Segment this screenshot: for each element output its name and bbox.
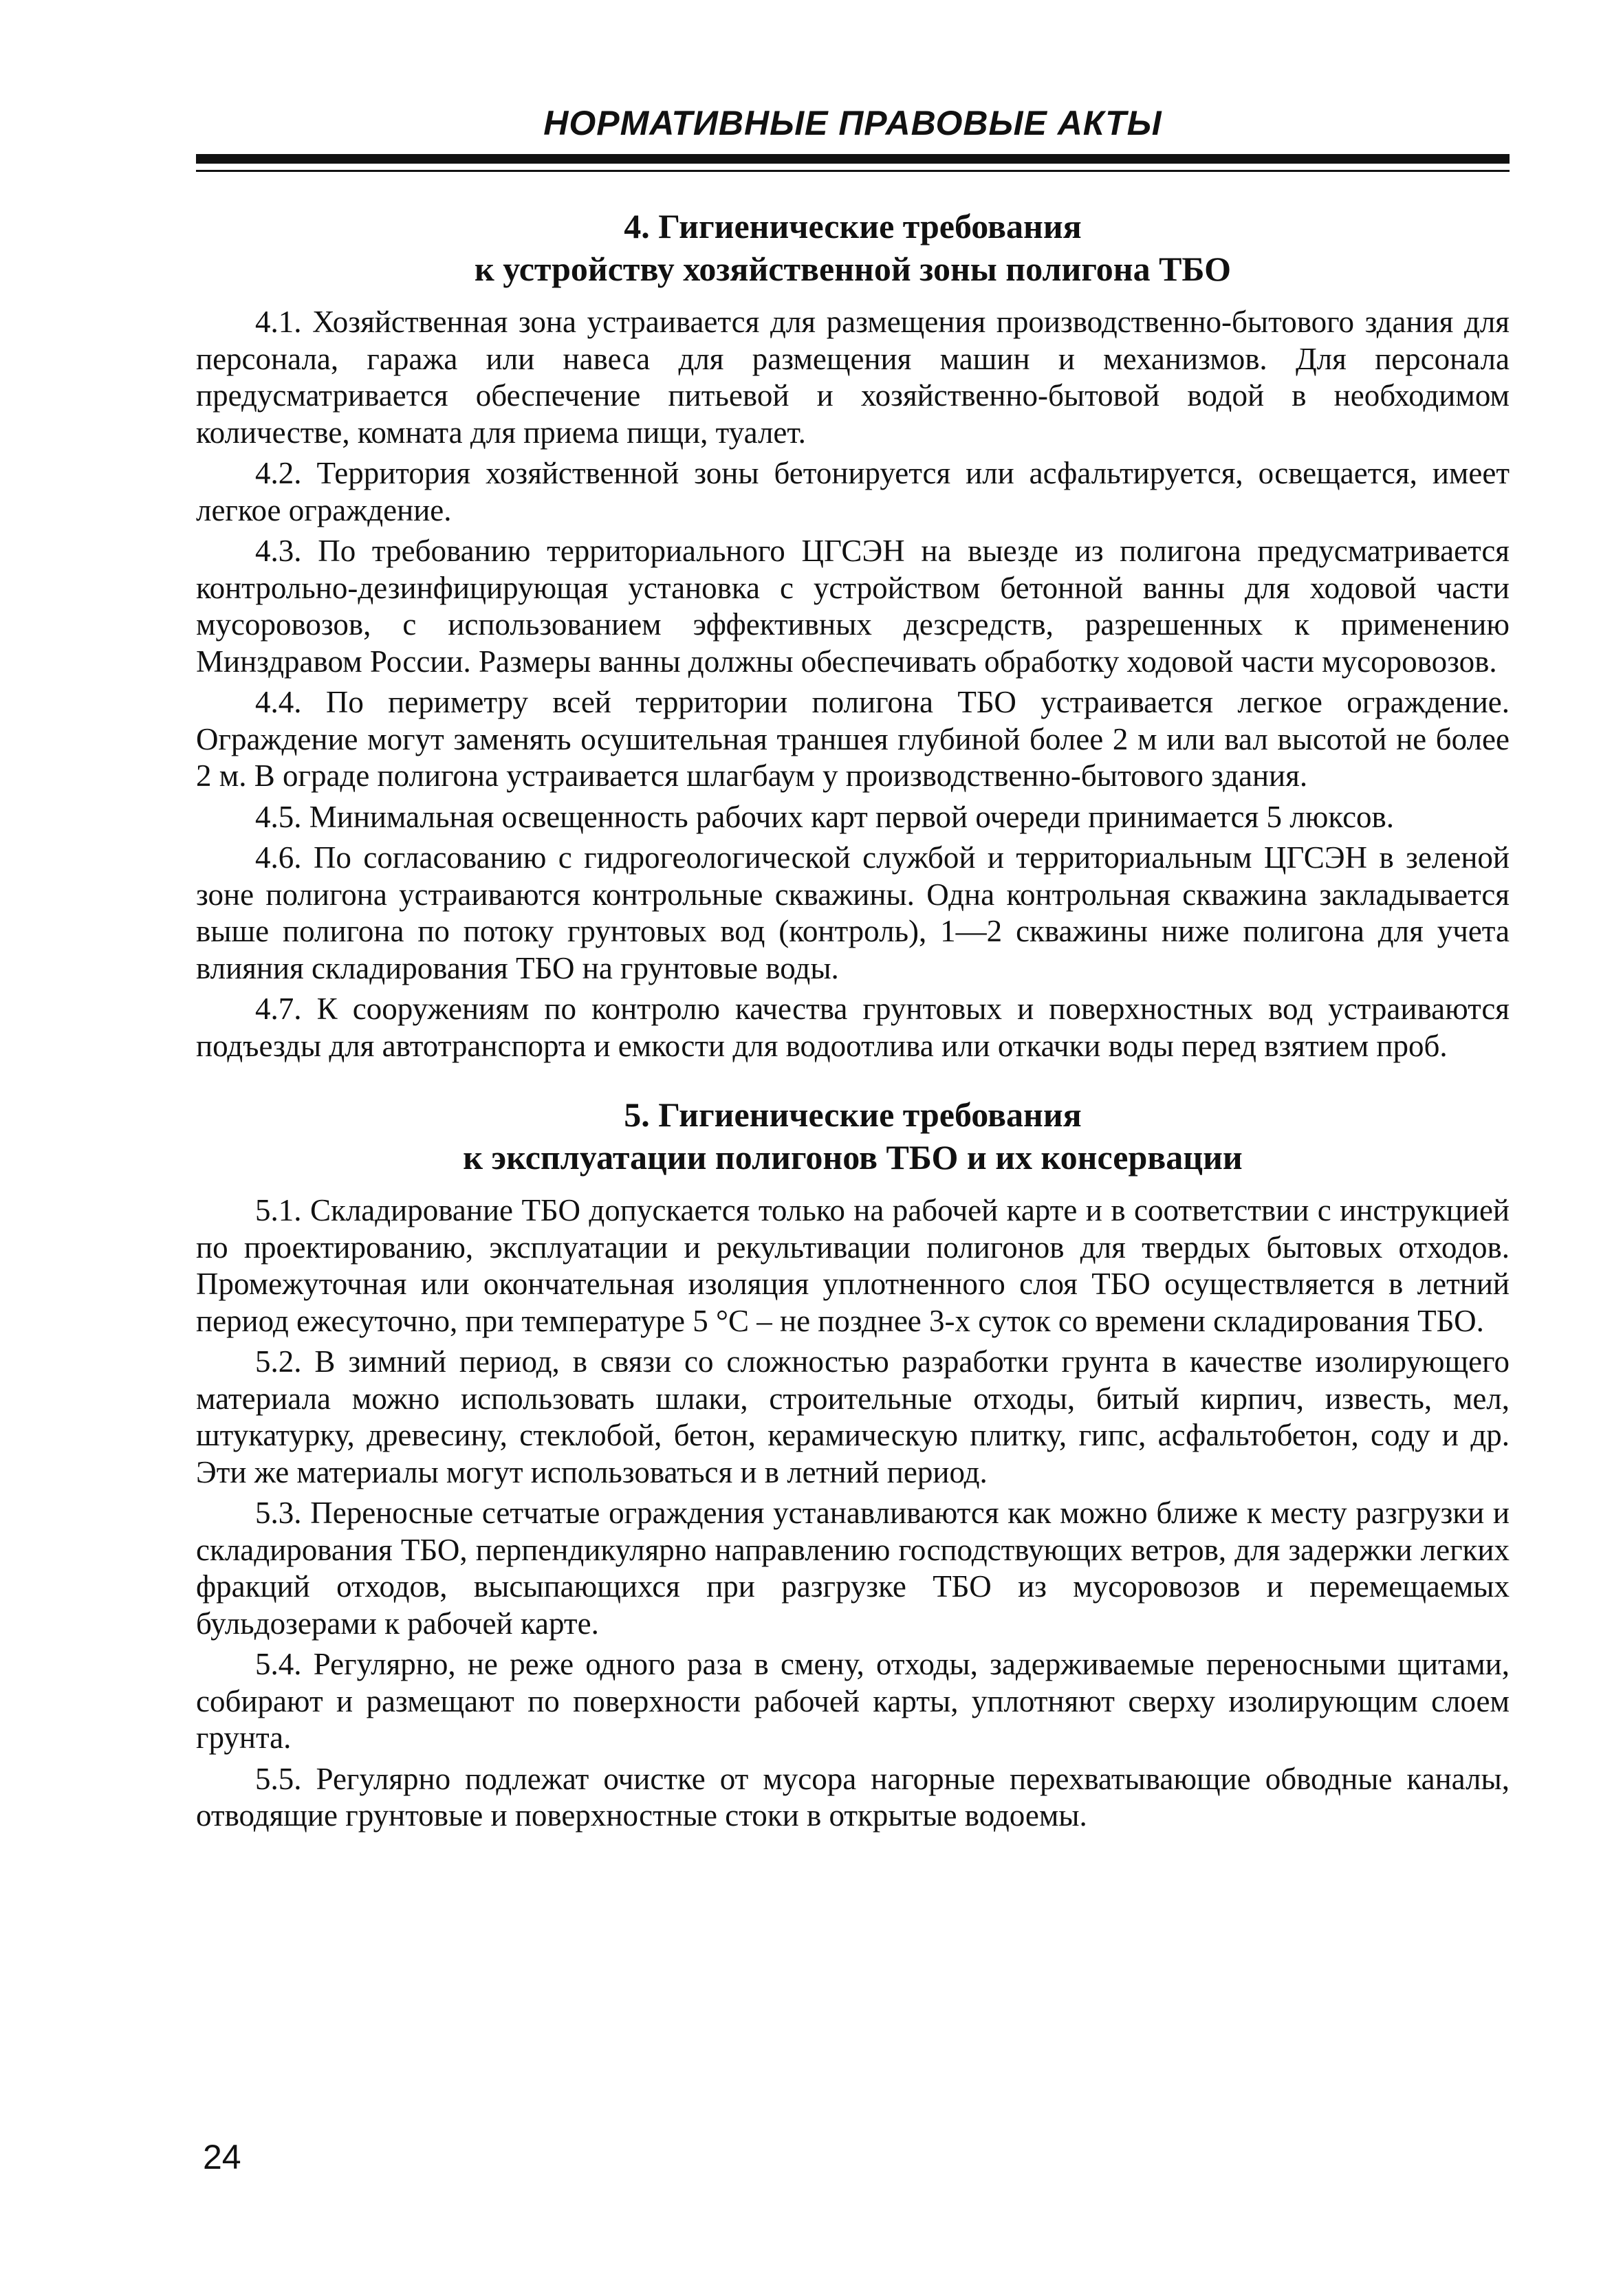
paragraph-4-2: 4.2. Территория хозяйственной зоны бетонируется или асфальтируется, освещается, имеет легкое ограждение. (196, 456, 1510, 527)
section-4-title-line2: к устройству хозяйственной зоны полигона ТБО (474, 250, 1232, 288)
paragraph-5-3: 5.3. Переносные сетчатые ограждения устанавливаются как можно ближе к месту разгрузки и складирования ТБО, перпендикулярно направлению господствующих ветров, для задержки легких фракций отходов, высыпающихся при разгрузке ТБО из мусоровозов и перемещаемых бульдозерами к рабочей карте. (196, 1496, 1510, 1641)
paragraph-4-3: 4.3. По требованию территориального ЦГСЭН на выезде из полигона предусматривается контрольно-дезинфицирующая установка с устройством бетонной ванны для ходовой части мусоровозов, с использованием эффективных дезсредств, разрешенных к применению Минздравом России. Размеры ванны должны обеспечивать обработку ходовой части мусоровозов. (196, 534, 1510, 679)
section-4-title-line1: 4. Гигиенические требования (624, 207, 1082, 245)
section-5-title (196, 1093, 1510, 1179)
paragraph-4-7: 4.7. К сооружениям по контролю качества грунтовых и поверхностных вод устраиваются подъезды для автотранспорта и емкости для водоотлива или откачки воды перед взятием проб. (196, 992, 1510, 1063)
page-number: 24 (203, 2138, 241, 2176)
paragraph-5-5: 5.5. Регулярно подлежат очистке от мусора нагорные перехватывающие обводные каналы, отводящие грунтовые и поверхностные стоки в открытые водоемы. (196, 1761, 1510, 1833)
paragraph-4-1: 4.1. Хозяйственная зона устраивается для размещения производственно-бытового здания для персонала, гаража или навеса для размещения машин и механизмов. Для персонала предусматривается обеспечение питьевой и хозяйственно-бытовой водой в необходимом количестве, комната для приема пищи, туалет. (196, 305, 1510, 450)
header-rule-thick (196, 154, 1510, 164)
paragraph-5-1: 5.1. Складирование ТБО допускается только на рабочей карте и в соответствии с инструкцией по проектированию, эксплуатации и рекультивации полигонов для твердых бытовых отходов. Промежуточная или окончательная изоляция уплотненного слоя ТБО осуществляется в летний период ежесуточно, при температуре 5 °С – не позднее 3-х суток со времени складирования ТБО. (196, 1193, 1510, 1338)
section-5-title-line2: к эксплуатации полигонов ТБО и их консервации (463, 1138, 1243, 1177)
paragraph-4-4: 4.4. По периметру всей территории полигона ТБО устраивается легкое ограждение. Ограждение могут заменять осушительная траншея глубиной более 2 м или вал высотой не более 2 м. В ограде полигона устраивается шлагбаум у производственно-бытового здания. (196, 685, 1510, 793)
page-content (196, 205, 1510, 1839)
header-rule-thin (196, 170, 1510, 172)
section-5-title-line1: 5. Гигиенические требования (624, 1095, 1082, 1134)
section-4-title (196, 205, 1510, 290)
paragraph-4-6: 4.6. По согласованию с гидрогеологической службой и территориальным ЦГСЭН в зеленой зоне полигона устраиваются контрольные скважины. Одна контрольная скважина закладывается выше полигона по потоку грунтовых вод (контроль), 1—2 скважины ниже полигона для учета влияния складирования ТБО на грунтовые воды. (196, 840, 1510, 985)
paragraph-5-4: 5.4. Регулярно, не реже одного раза в смену, отходы, задерживаемые переносными щитами, собирают и размещают по поверхности рабочей карты, уплотняют сверху изолирующим слоем грунта. (196, 1647, 1510, 1755)
running-head: НОРМАТИВНЫЕ ПРАВОВЫЕ АКТЫ (543, 104, 1162, 142)
paragraph-5-2: 5.2. В зимний период, в связи со сложностью разработки грунта в качестве изолирующего материала можно использовать шлаки, строительные отходы, битый кирпич, известь, мел, штукатурку, древесину, стеклобой, бетон, керамическую плитку, гипс, асфальтобетон, соду и др. Эти же материалы могут использоваться и в летний период. (196, 1344, 1510, 1489)
paragraph-4-5: 4.5. Минимальная освещенность рабочих карт первой очереди принимается 5 люксов. (255, 799, 1395, 834)
